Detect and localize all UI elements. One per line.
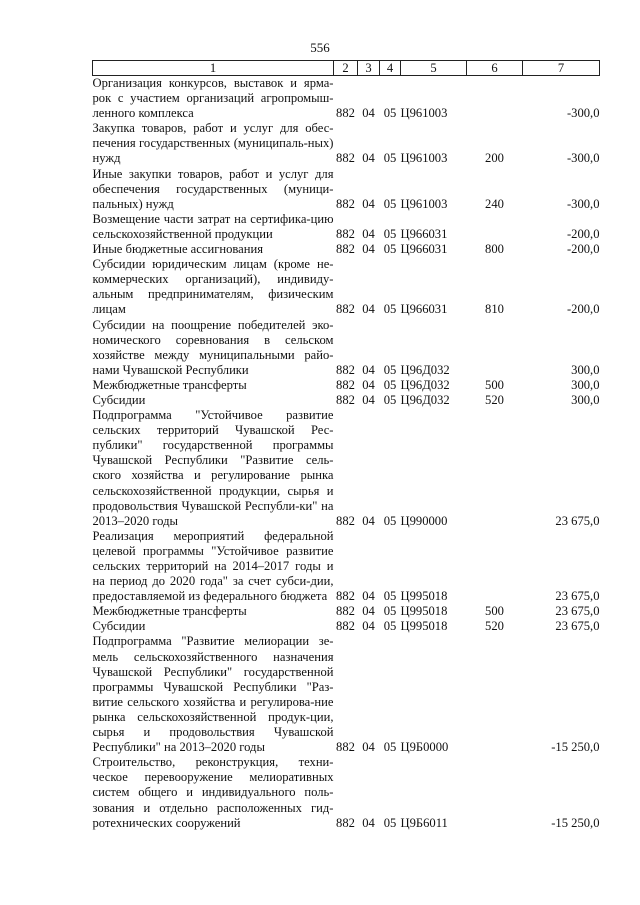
row-amount: 23 675,0	[555, 589, 600, 604]
row-amount: 300,0	[571, 377, 600, 392]
row-name: Субсидии юридическим лицам (кроме не-коммерческих организаций), индивиду-альным предпринимателям, физическим лицам	[92, 257, 334, 317]
row-amount: -300,0	[566, 106, 600, 121]
row-subsection-code: 05	[383, 619, 397, 634]
row-amount: -200,0	[566, 226, 600, 241]
row-name: Иные закупки товаров, работ и услуг для обеспечения государственных (муници-пальных) нужд	[92, 166, 334, 211]
row-amount: 300,0	[571, 392, 600, 407]
row-amount: -300,0	[566, 196, 600, 211]
table-row	[93, 604, 600, 619]
row-expense-type	[467, 529, 523, 604]
row-section-code: 04	[362, 242, 375, 257]
row-name: Субсидии	[92, 619, 146, 634]
table-row	[93, 242, 600, 257]
row-ministry-code: 882	[336, 513, 355, 528]
row-target-article: Ц995018	[400, 619, 448, 634]
row-subsection-code: 05	[383, 513, 397, 528]
row-section-code: 04	[362, 377, 375, 392]
row-target-article: Ц9Б6011	[400, 815, 448, 830]
row-expense-type: 200	[485, 151, 504, 166]
row-ministry-code: 882	[336, 619, 355, 634]
row-section-code: 04	[362, 513, 375, 528]
table-row	[93, 378, 600, 393]
header-col-4: 4	[380, 61, 401, 76]
row-expense-type	[467, 76, 523, 122]
row-expense-type	[467, 212, 523, 242]
row-target-article: Ц96Д032	[400, 377, 450, 392]
row-amount: -200,0	[566, 302, 600, 317]
table-row	[93, 529, 600, 604]
row-ministry-code: 882	[336, 362, 355, 377]
row-section-code: 04	[362, 815, 375, 830]
row-name: Подпрограмма "Развитие мелиорации зе-мель сельскохозяйственного назначения Чувашской Республики" государственной программы Чувашской Республики "Раз-витие сельского хозяйства и регулирова-ние рынка сельскохозяйственной продук-ции, сырья и продовольствия Чувашской Республики" на 2013–2020 годы	[92, 634, 334, 755]
row-amount: 23 675,0	[555, 619, 600, 634]
row-target-article: Ц966031	[400, 302, 448, 317]
table-row	[93, 167, 600, 212]
row-subsection-code: 05	[383, 392, 397, 407]
row-ministry-code: 882	[336, 392, 355, 407]
row-amount: 300,0	[571, 362, 600, 377]
row-subsection-code: 05	[383, 740, 397, 755]
header-col-7: 7	[523, 61, 600, 76]
row-subsection-code: 05	[383, 226, 397, 241]
row-ministry-code: 882	[336, 377, 355, 392]
row-target-article: Ц961003	[400, 106, 448, 121]
header-col-1: 1	[93, 61, 334, 76]
row-subsection-code: 05	[383, 242, 397, 257]
table-row	[93, 121, 600, 166]
table-row	[93, 76, 600, 122]
row-target-article: Ц990000	[400, 513, 448, 528]
row-expense-type: 240	[485, 196, 504, 211]
row-section-code: 04	[362, 196, 375, 211]
row-ministry-code: 882	[336, 589, 355, 604]
row-section-code: 04	[362, 302, 375, 317]
header-col-3: 3	[358, 61, 380, 76]
row-subsection-code: 05	[383, 362, 397, 377]
row-section-code: 04	[362, 362, 375, 377]
row-ministry-code: 882	[336, 196, 355, 211]
row-subsection-code: 05	[383, 815, 397, 830]
table-row	[93, 408, 600, 529]
row-name: Межбюджетные трансферты	[92, 377, 247, 392]
row-ministry-code: 882	[336, 106, 355, 121]
row-subsection-code: 05	[383, 377, 397, 392]
row-section-code: 04	[362, 619, 375, 634]
table-row	[93, 212, 600, 242]
row-amount: -300,0	[566, 151, 600, 166]
row-expense-type	[467, 755, 523, 830]
row-name: Закупка товаров, работ и услуг для обес-печения государственных (муниципаль-ных) нужд	[92, 121, 334, 166]
row-name: Строительство, реконструкция, техни-ческое перевооружение мелиоративных систем общего и индивидуального поль-зования и отдельно расположенных гид-ротехнических сооружений	[92, 755, 334, 830]
table-row	[93, 257, 600, 317]
row-expense-type: 810	[485, 302, 504, 317]
row-target-article: Ц995018	[400, 604, 448, 619]
header-col-6: 6	[467, 61, 523, 76]
row-expense-type	[467, 634, 523, 755]
table-row	[93, 755, 600, 830]
row-amount: -15 250,0	[551, 815, 600, 830]
table-row	[93, 619, 600, 634]
row-name: Организация конкурсов, выставок и ярма-рок с участием организаций агропромыш-ленного комплекса	[92, 76, 334, 121]
row-ministry-code: 882	[336, 242, 355, 257]
row-section-code: 04	[362, 392, 375, 407]
row-expense-type: 500	[485, 377, 504, 392]
row-ministry-code: 882	[336, 226, 355, 241]
table-row	[93, 634, 600, 755]
row-amount: 23 675,0	[555, 513, 600, 528]
row-ministry-code: 882	[336, 740, 355, 755]
row-ministry-code: 882	[336, 151, 355, 166]
row-target-article: Ц96Д032	[400, 362, 450, 377]
row-name: Иные бюджетные ассигнования	[92, 242, 264, 257]
row-amount: -200,0	[566, 242, 600, 257]
row-expense-type: 500	[485, 604, 504, 619]
row-amount: -15 250,0	[551, 740, 600, 755]
row-expense-type: 520	[485, 392, 504, 407]
row-subsection-code: 05	[383, 589, 397, 604]
row-name: Возмещение части затрат на сертифика-цию сельскохозяйственной продукции	[92, 211, 334, 241]
row-target-article: Ц96Д032	[400, 392, 450, 407]
table-row	[93, 318, 600, 378]
row-section-code: 04	[362, 226, 375, 241]
row-subsection-code: 05	[383, 302, 397, 317]
row-target-article: Ц9Б0000	[400, 740, 449, 755]
row-section-code: 04	[362, 106, 375, 121]
row-section-code: 04	[362, 604, 375, 619]
row-section-code: 04	[362, 740, 375, 755]
row-target-article: Ц966031	[400, 226, 448, 241]
row-name: Подпрограмма "Устойчивое развитие сельских территорий Чувашской Рес-публики" государственной программы Чувашской Республики "Развитие сель-ского хозяйства и регулирование рынка сельскохозяйственной продукции, сырья и продовольствия Чувашской Республи-ки" на 2013–2020 годы	[92, 408, 334, 528]
row-target-article: Ц966031	[400, 242, 448, 257]
row-ministry-code: 882	[336, 302, 355, 317]
row-name: Реализация мероприятий федеральной целевой программы "Устойчивое развитие сельских территорий на 2014–2017 годы и на период до 2020 года" за счет субси-дии, предоставляемой из федерального бюджета	[92, 528, 334, 604]
row-subsection-code: 05	[383, 196, 397, 211]
row-expense-type: 800	[485, 242, 504, 257]
row-name: Субсидии на поощрение победителей эко-номического соревнования в сельском хозяйстве между муниципальными райо-нами Чувашской Республики	[92, 317, 334, 377]
table-row	[93, 393, 600, 408]
row-subsection-code: 05	[383, 151, 397, 166]
row-target-article: Ц961003	[400, 196, 448, 211]
row-target-article: Ц995018	[400, 589, 448, 604]
row-subsection-code: 05	[383, 604, 397, 619]
row-expense-type: 520	[485, 619, 504, 634]
row-ministry-code: 882	[336, 604, 355, 619]
row-expense-type	[467, 318, 523, 378]
header-col-2: 2	[334, 61, 358, 76]
row-section-code: 04	[362, 151, 375, 166]
budget-table	[92, 60, 600, 831]
row-target-article: Ц961003	[400, 151, 448, 166]
row-name: Субсидии	[92, 392, 146, 407]
row-expense-type	[467, 408, 523, 529]
row-subsection-code: 05	[383, 106, 397, 121]
page-number: 556	[310, 40, 330, 55]
header-col-5: 5	[401, 61, 467, 76]
row-name: Межбюджетные трансферты	[92, 604, 247, 619]
row-ministry-code: 882	[336, 815, 355, 830]
header-row	[93, 61, 600, 76]
row-section-code: 04	[362, 589, 375, 604]
row-amount: 23 675,0	[555, 604, 600, 619]
